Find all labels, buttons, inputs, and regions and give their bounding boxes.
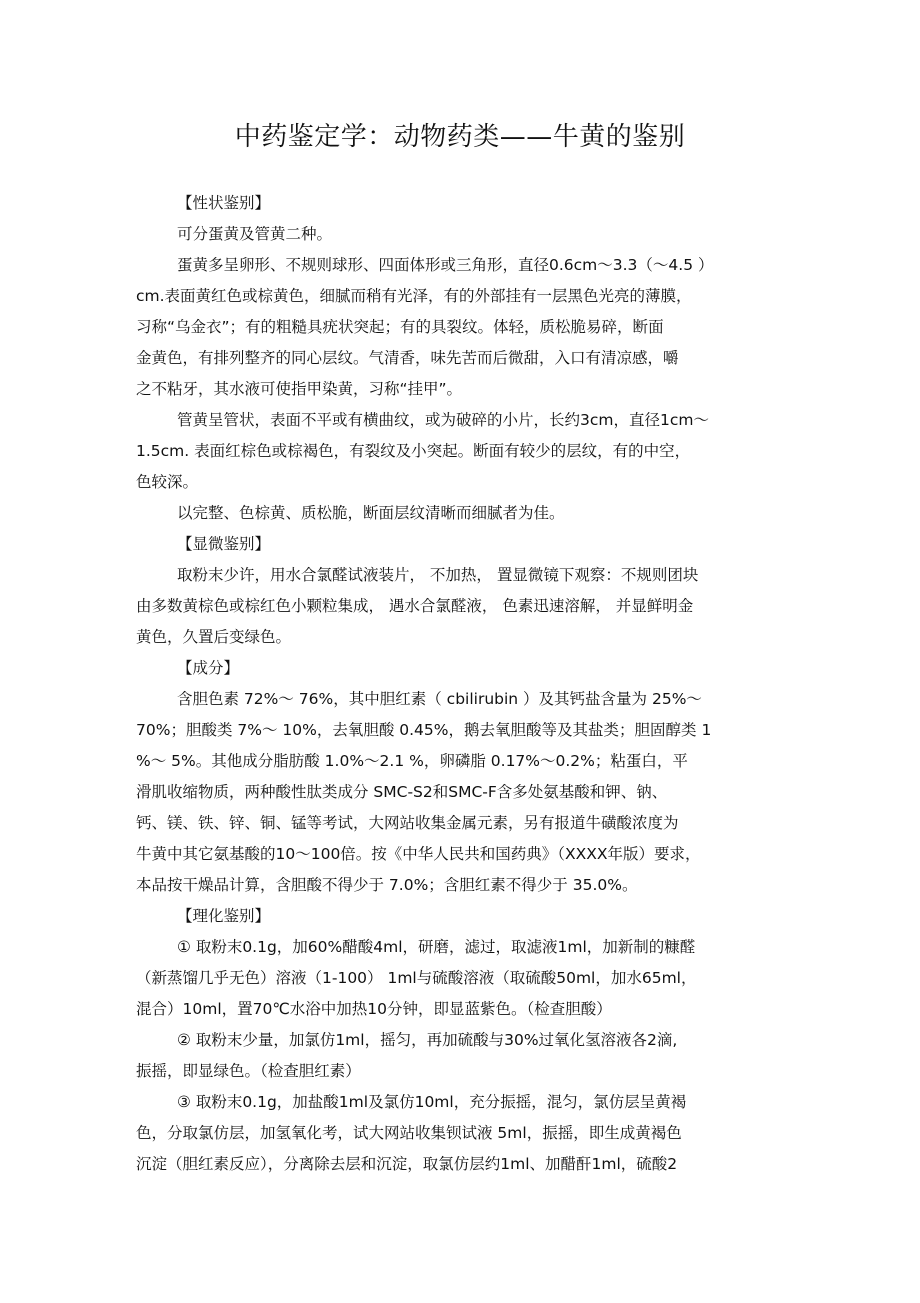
text-line: ① 取粉末0.1g，加60%醋酸4ml，研磨，滤过，取滤液1ml，加新制的糠醛	[177, 938, 696, 956]
section-heading: 【理化鉴别】	[177, 907, 271, 925]
text-line: %～ 5%。其他成分脂肪酸 1.0%～2.1 %，卵磷脂 0.17%～0.2%；粘蛋白，平	[136, 752, 688, 770]
text-line: 以完整、色棕黄、质松脆，断面层纹清晰而细腻者为佳。	[177, 504, 565, 522]
text-line: 含胆色素 72%～ 76%，其中胆红素（ cbilirubin ）及其钙盐含量为 25%～	[177, 690, 702, 708]
section-heading: 【显微鉴别】	[177, 535, 271, 553]
document-body	[136, 188, 776, 1180]
text-line: ③ 取粉末0.1g，加盐酸1ml及氯仿10ml，充分振摇，混匀，氯仿层呈黄褐	[177, 1093, 687, 1111]
text-line: 钙、镁、铁、锌、铜、锰等考试，大网站收集金属元素，另有报道牛磺酸浓度为	[136, 814, 679, 832]
text-line: 色，分取氯仿层，加氢氧化考，试大网站收集钡试液 5ml，振摇，即生成黄褐色	[136, 1124, 682, 1142]
text-line: 黄色，久置后变绿色。	[136, 628, 292, 646]
text-line: 取粉末少许，用水合氯醛试液装片， 不加热， 置显微镜下观察：不规则团块	[177, 566, 699, 584]
text-line: 可分蛋黄及管黄二种。	[177, 225, 333, 243]
document-title: 中药鉴定学：动物药类——牛黄的鉴别	[234, 122, 686, 152]
section-heading: 【成分】	[177, 659, 240, 677]
text-line: 本品按干燥品计算，含胆酸不得少于 7.0%；含胆红素不得少于 35.0%。	[136, 876, 638, 894]
text-line: 由多数黄棕色或棕红色小颗粒集成， 遇水合氯醛液， 色素迅速溶解， 并显鲜明金	[136, 597, 694, 615]
text-line: 之不粘牙，其水液可使指甲染黄，习称“挂甲”。	[136, 380, 463, 398]
text-line: 牛黄中其它氨基酸的10～100倍。按《中华人民共和国药典》（XXXX年版）要求，	[136, 845, 701, 863]
text-line: 金黄色，有排列整齐的同心层纹。气清香，味先苦而后微甜，入口有清凉感，嚼	[136, 349, 679, 367]
text-line: 习称“乌金衣”；有的粗糙具疣状突起；有的具裂纹。体轻，质松脆易碎，断面	[136, 318, 664, 336]
text-line: 沉淀（胆红素反应），分离除去层和沉淀，取氯仿层约1ml、加醋酐1ml，硫酸2	[136, 1155, 678, 1173]
text-line: 蛋黄多呈卵形、不规则球形、四面体形或三角形，直径0.6cm～3.3（～4.5 ）	[177, 256, 714, 274]
text-line: ② 取粉末少量，加氯仿1ml，摇匀，再加硫酸与30%过氧化氢溶液各2滴,	[177, 1031, 678, 1049]
text-line: 混合）10ml，置70℃水浴中加热10分钟，即显蓝紫色。（检查胆酸）	[136, 1000, 612, 1018]
text-line: cm.表面黄红色或棕黄色，细腻而稍有光泽，有的外部挂有一层黑色光亮的薄膜，	[136, 287, 692, 305]
text-line: （新蒸馏几乎无色）溶液（1-100） 1ml与硫酸溶液（取硫酸50ml，加水65ml，	[136, 969, 697, 987]
text-line: 70%；胆酸类 7%～ 10%，去氧胆酸 0.45%，鹅去氧胆酸等及其盐类；胆固醇类 1	[136, 721, 712, 739]
section-heading: 【性状鉴别】	[177, 194, 271, 212]
text-line: 色较深。	[136, 473, 199, 491]
text-line: 1.5cm. 表面红棕色或棕褐色，有裂纹及小突起。断面有较少的层纹，有的中空，	[136, 442, 691, 460]
text-line: 滑肌收缩物质，两种酸性肽类成分 SMC-S2和SMC-F含多处氨基酸和钾、钠、	[136, 783, 668, 801]
text-line: 振摇，即显绿色。（检查胆红素）	[136, 1062, 361, 1080]
text-line: 管黄呈管状，表面不平或有横曲纹，或为破碎的小片，长约3cm，直径1cm～	[177, 411, 709, 429]
